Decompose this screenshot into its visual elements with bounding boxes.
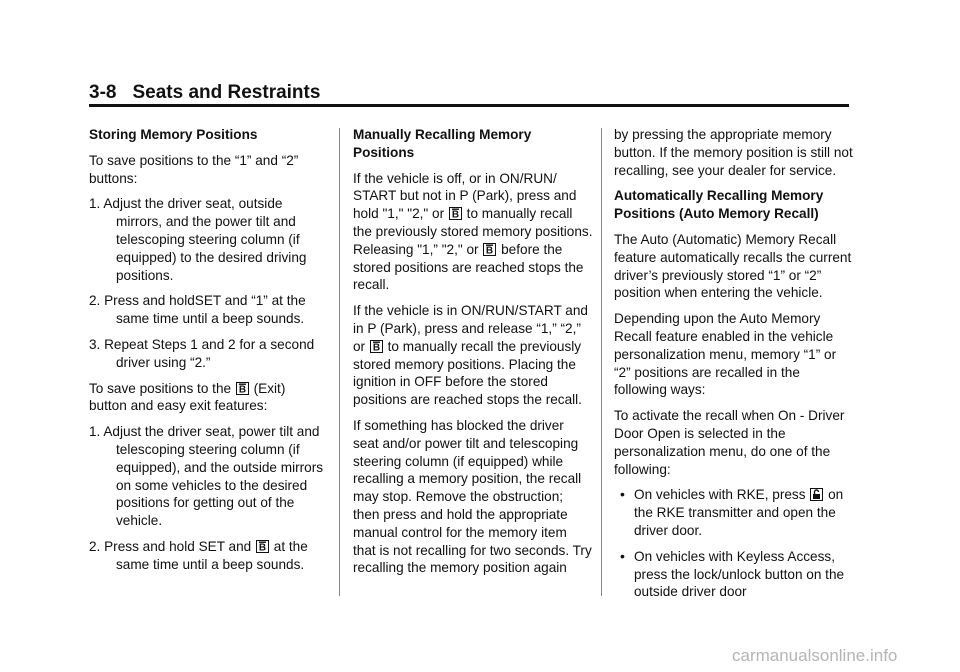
exit-step-1: 1. Adjust the driver seat, power tilt and telescoping steering column (if equipped), and the outside mirrors on some vehicles to the desired positions for getting out of the vehicle. xyxy=(89,424,324,529)
exit-memory-icon xyxy=(370,340,383,353)
list-item xyxy=(614,548,854,601)
heading-auto-recall: Automatically Recalling Memory Positions (Auto Memory Recall) xyxy=(614,188,824,222)
storing-step-2: 2. Press and holdSET and “1” at the same time until a beep sounds. xyxy=(89,293,306,327)
column-1 xyxy=(89,126,324,582)
manual-recall-p2-a: If the vehicle is in ON/RUN/START and in P (Park), press and release “1,” “2,” or xyxy=(353,303,588,354)
svg-text:B: B xyxy=(238,384,246,395)
heading-storing-memory: Storing Memory Positions xyxy=(89,127,258,142)
column-2 xyxy=(353,126,593,585)
column-divider-2 xyxy=(601,128,602,596)
manual-recall-p1-b: to manually recall the previously stored memory positions. Releasing "1,” "2," or xyxy=(353,206,593,257)
bullet-1-text-a: On vehicles with RKE, press xyxy=(634,487,806,503)
exit-step-2 xyxy=(89,538,324,574)
exit-memory-icon xyxy=(483,243,496,256)
manual-recall-p3: If something has blocked the driver seat and/or power tilt and telescoping steering column (if equipped) while recalling a memory position, the recall may stop. Remove the obstruction; then press and hold the appropriate manual control for the memory item that is not recalling for two seconds. Try recalling the memory position again xyxy=(353,417,592,576)
manual-recall-p1-c: before the stored positions are reached stops the recall. xyxy=(353,241,584,293)
bullet-dot: • xyxy=(620,547,625,564)
continued-paragraph: by pressing the appropriate memory button. If the memory position is still not recalling, see your dealer for service. xyxy=(614,127,853,178)
page-header xyxy=(89,80,849,106)
auto-recall-p2: The Auto (Automatic) Memory Recall feature automatically recalls the current driver’s previously stored “1” or “2” position when entering the vehicle. xyxy=(614,231,852,301)
storing-step-3: 3. Repeat Steps 1 and 2 for a second driver using “2.” xyxy=(89,336,315,370)
list-item xyxy=(614,486,854,539)
exit-intro xyxy=(89,380,324,416)
column-divider-1 xyxy=(339,128,340,596)
auto-recall-p4: To activate the recall when On - Driver Door Open is selected in the personalization menu, do one of the following: xyxy=(614,408,845,477)
section-title: Seats and Restraints xyxy=(132,82,321,103)
exit-step-2-text-a: 2. Press and hold SET and xyxy=(89,538,252,554)
bullet-dot: • xyxy=(620,486,625,503)
exit-step-2-text-b: at the same time until a beep sounds. xyxy=(116,538,308,572)
storing-intro: To save positions to the “1” and “2” buttons: xyxy=(89,152,299,186)
unlock-key-icon xyxy=(810,488,823,501)
column-3 xyxy=(614,126,854,609)
storing-step-1: 1. Adjust the driver seat, outside mirrors, and the power tilt and telescoping steering column (if equipped) to the desired driving positions. xyxy=(89,196,307,283)
exit-memory-icon xyxy=(236,382,249,395)
exit-memory-icon xyxy=(449,207,462,220)
manual-recall-p2 xyxy=(353,302,593,409)
exit-memory-icon xyxy=(256,540,269,553)
watermark: carmanualsonline.info xyxy=(732,646,898,665)
page-number: 3-8 xyxy=(89,82,117,103)
exit-intro-text-b: (Exit) button and easy exit features: xyxy=(89,380,286,414)
manual-recall-p1-a: If the vehicle is off, or in ON/RUN/ START but not in P (Park), press and hold "1," "2," or xyxy=(353,170,577,222)
svg-text:B: B xyxy=(486,245,494,256)
bullet-1-text-b: on the RKE transmitter and open the driver door. xyxy=(634,487,844,538)
manual-recall-p2-b: to manually recall the previously stored memory positions. Placing the ignition in OFF before the stored positions are reached stops the recall. xyxy=(353,338,582,408)
bullet-2-text: On vehicles with Keyless Access, press the lock/unlock button on the outside driver door xyxy=(634,548,845,600)
svg-text:B: B xyxy=(258,542,267,553)
header-rule xyxy=(89,104,849,107)
auto-recall-p3: Depending upon the Auto Memory Recall feature enabled in the vehicle personalization menu, memory “1” or “2” positions are recalled in the following ways: xyxy=(614,311,837,398)
manual-recall-p1 xyxy=(353,170,593,295)
exit-intro-text-a: To save positions to the xyxy=(89,380,232,396)
heading-manual-recall: Manually Recalling Memory Positions xyxy=(353,127,532,160)
svg-text:B: B xyxy=(451,209,460,221)
svg-text:B: B xyxy=(372,342,380,353)
